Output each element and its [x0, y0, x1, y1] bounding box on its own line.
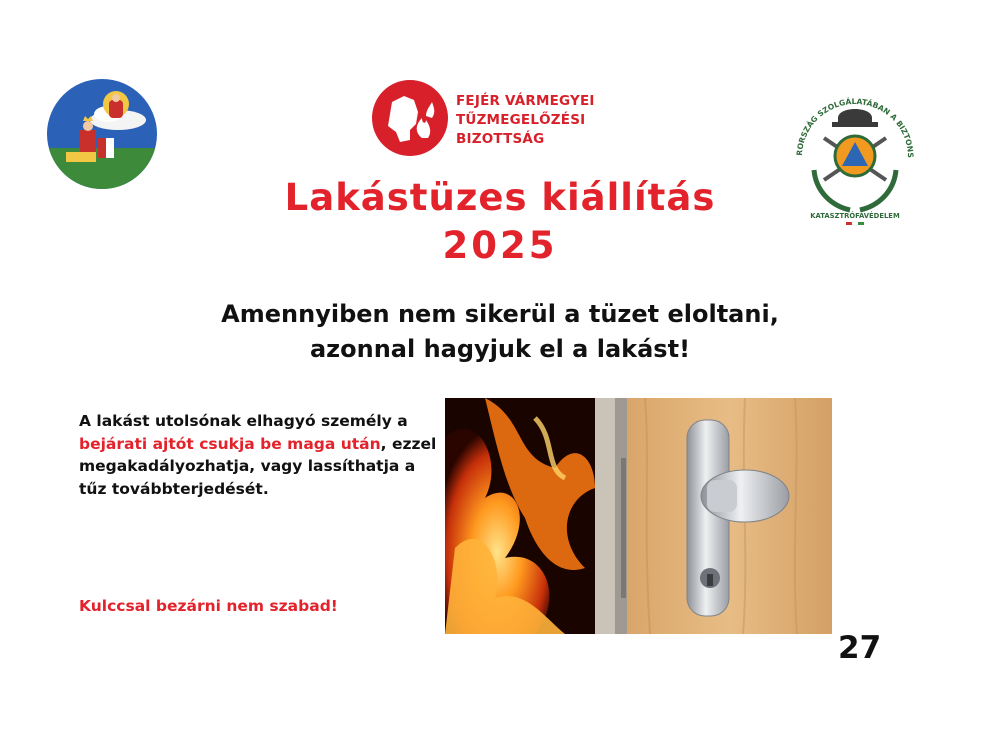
county-coat-of-arms-icon [46, 78, 158, 190]
warning-text: Kulccsal bezárni nem szabad! [79, 597, 338, 615]
instruction-highlight: bejárati ajtót csukja be maga után [79, 434, 381, 453]
committee-name [456, 92, 595, 149]
exhibition-year: 2025 [442, 224, 558, 267]
instruction-text-part-1: A lakást utolsónak elhagyó személy a [79, 412, 408, 430]
instruction-text-part-2: , ezzel megakadályozhatja, vagy lassíthatja a tűz továbbterjedését. [79, 434, 437, 498]
headline-line-2: azonnal hagyjuk el a lakást! [309, 335, 691, 363]
exhibition-title: Lakástüzes kiállítás [284, 176, 716, 219]
committee-logo [370, 78, 600, 168]
fire-prevention-logo-icon [370, 78, 450, 158]
emblem-caption: KATASZTRÓFAVÉDELEM [810, 212, 900, 220]
committee-name-line-2: TŰZMEGELŐZÉSI [456, 112, 586, 128]
committee-name-line-1: FEJÉR VÁRMEGYEI [456, 93, 595, 109]
headline-line-1: Amennyiben nem sikerül a tüzet eloltani, [221, 300, 779, 328]
emblem-ring-text: RORSZÁG SZOLGÁLATÁBAN A BIZTONS [794, 96, 916, 159]
committee-name-line-3: BIZOTTSÁG [456, 131, 545, 147]
door-handle-fire-image [445, 398, 832, 634]
instruction-paragraph [79, 410, 444, 500]
page-number: 27 [838, 630, 882, 666]
